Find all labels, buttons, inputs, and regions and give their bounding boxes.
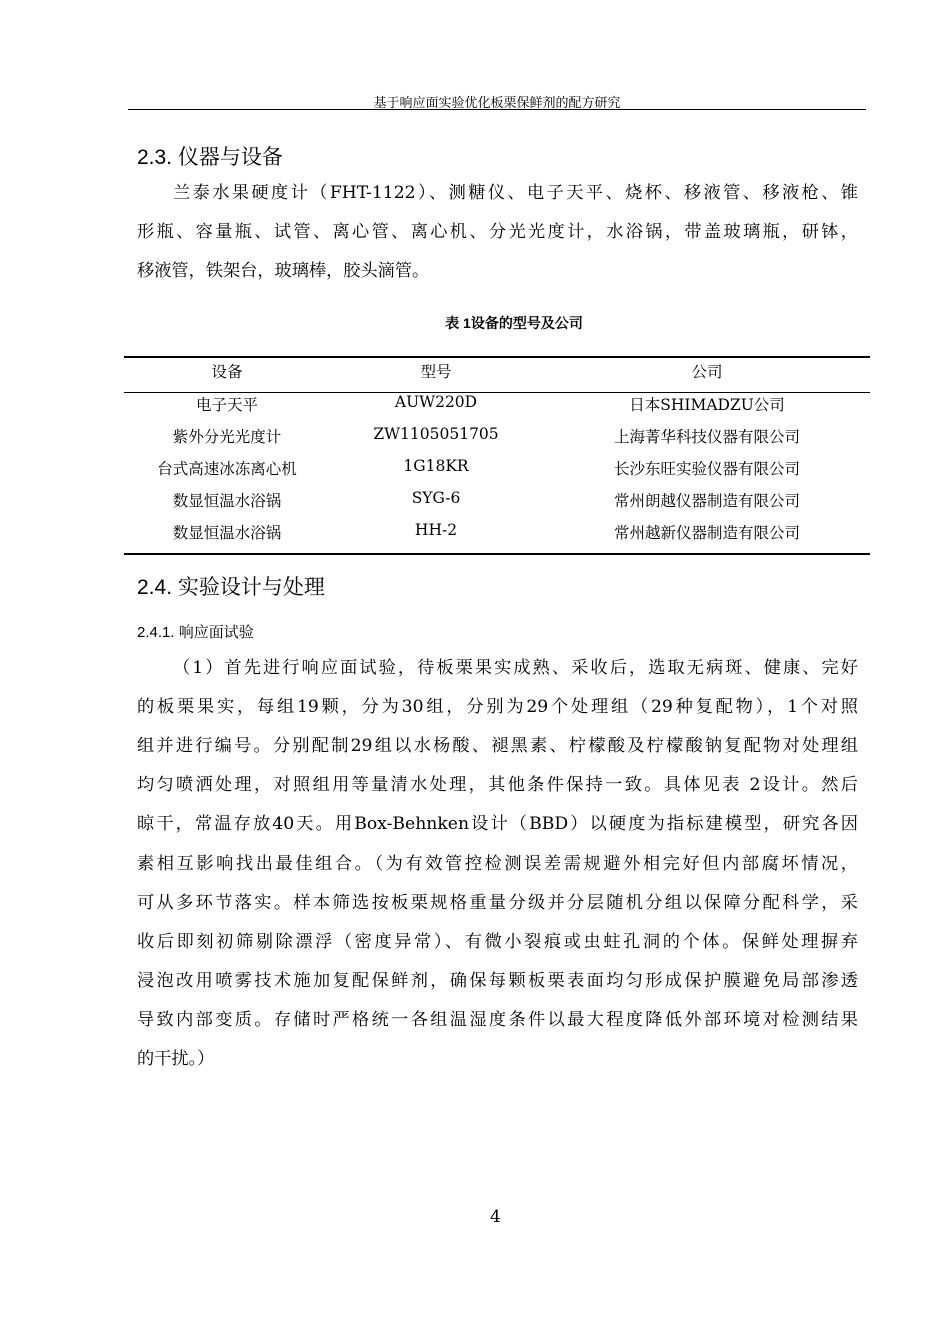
section-heading-2-4: 2.4. 实验设计与处理	[137, 576, 325, 599]
table-cell: 长沙东旺实验仪器有限公司	[613, 460, 801, 478]
page-number: 4	[490, 1207, 501, 1227]
subsection-heading-2-4-1: 2.4.1. 响应面试验	[137, 624, 254, 641]
paragraph-line: 的干扰。）	[137, 1049, 215, 1069]
table-cell: 数显恒温水浴锅	[172, 524, 282, 542]
table-cell: 1G18KR	[403, 457, 469, 475]
paragraph-line: （1）首先进行响应面试验，待板栗果实成熟、采收后，选取无病斑、健康、完好	[173, 658, 858, 678]
table-cell: ZW1105051705	[373, 425, 499, 443]
table-cell: 电子天平	[195, 396, 259, 414]
table-cell: 常州越新仪器制造有限公司	[613, 524, 801, 542]
paragraph-line: 兰泰水果硬度计（FHT-1122）、测糖仪、电子天平、烧杯、移液管、移液枪、锥	[173, 183, 858, 203]
paragraph-line: 移液管，铁架台，玻璃棒，胶头滴管。	[137, 261, 430, 281]
section-heading-2-3: 2.3. 仪器与设备	[137, 146, 283, 169]
table-top-rule	[124, 356, 870, 358]
paragraph-line: 可从多环节落实。样本筛选按板栗规格重量分级并分层随机分组以保障分配科学，采	[137, 892, 858, 913]
paragraph-line: 导致内部变质。存储时严格统一各组温湿度条件以最大程度降低外部环境对检测结果	[137, 1009, 858, 1030]
paragraph-line: 浸泡改用喷雾技术施加复配保鲜剂，确保每颗板栗表面均匀形成保护膜避免局部渗透	[137, 970, 858, 991]
paragraph-line: 形瓶、容量瓶、试管、离心管、离心机、分光光度计，水浴锅，带盖玻璃瓶，研钵，	[137, 222, 858, 242]
table-cell: 紫外分光光度计	[172, 428, 282, 446]
table-cell: 台式高速冰冻离心机	[157, 460, 297, 478]
paragraph-line: 组并进行编号。分别配制29组以水杨酸、褪黑素、柠檬酸及柠檬酸钠复配物对处理组	[137, 736, 858, 757]
table-caption: 表 1设备的型号及公司	[445, 315, 583, 331]
running-header: 基于响应面实验优化板栗保鲜剂的配方研究	[373, 96, 621, 111]
paragraph-line: 均匀喷洒处理，对照组用等量清水处理，其他条件保持一致。具体见表 2设计。然后	[137, 775, 858, 796]
table-cell: 常州朗越仪器制造有限公司	[613, 492, 801, 510]
header-rule	[128, 109, 866, 110]
table-bottom-rule	[124, 553, 870, 555]
table-header-cell: 型号	[420, 363, 452, 381]
table-cell: HH-2	[414, 521, 458, 539]
table-cell: AUW220D	[394, 393, 478, 411]
table-cell: 数显恒温水浴锅	[172, 492, 282, 510]
table-cell: 日本SHIMADZU公司	[629, 396, 785, 414]
table-cell: 上海菁华科技仪器有限公司	[613, 428, 801, 446]
paragraph-line: 晾干，常温存放40天。用Box-Behnken设计（BBD）以硬度为指标建模型，研究各因	[137, 814, 858, 835]
paragraph-line: 收后即刻初筛剔除漂浮（密度异常）、有微小裂痕或虫蛀孔洞的个体。保鲜处理摒弃	[137, 931, 858, 952]
table-header-cell: 设备	[211, 363, 243, 381]
table-header-cell: 公司	[691, 363, 723, 381]
table-cell: SYG-6	[411, 489, 461, 507]
paragraph-line: 素相互影响找出最佳组合。（为有效管控检测误差需规避外相完好但内部腐坏情况，	[137, 853, 858, 874]
paragraph-line: 的板栗果实，每组19颗，分为30组，分别为29个处理组（29种复配物），1个对照	[137, 697, 858, 718]
